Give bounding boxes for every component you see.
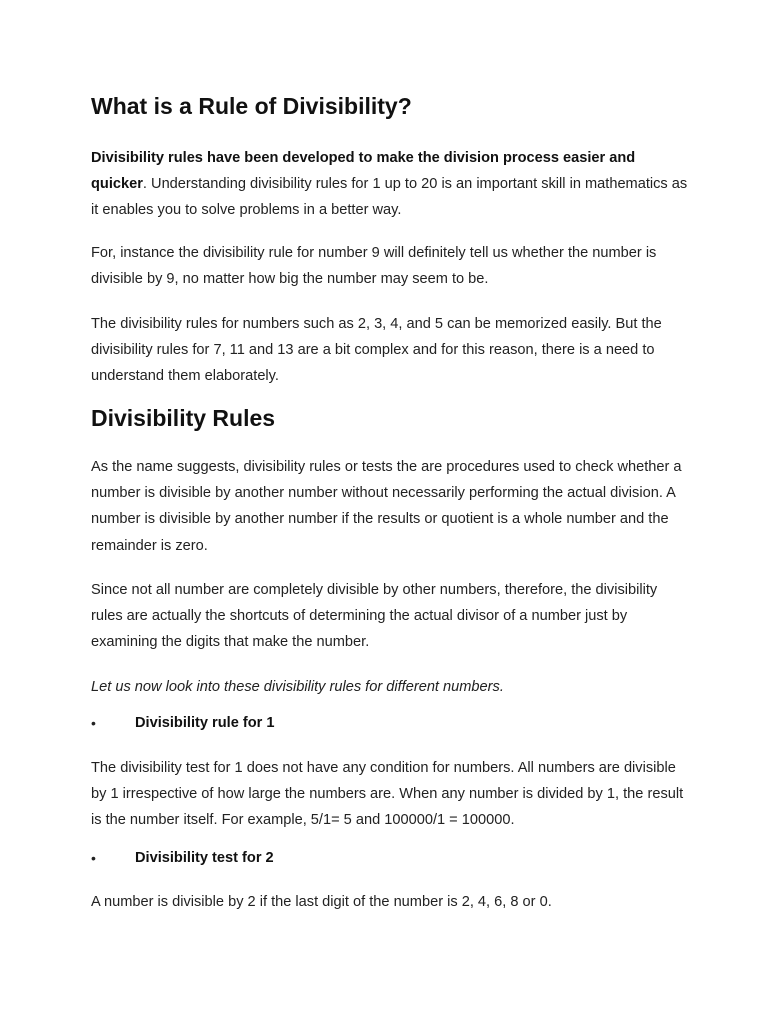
shortcut-paragraph: Since not all number are completely divisible by other numbers, therefore, the divisibility rules are actually the shortcuts of determining the actual divisor of a number just by examining the digits that make the number.: [91, 582, 658, 651]
bullet-icon: •: [91, 850, 96, 866]
section-title: Divisibility Rules: [91, 405, 276, 431]
instance-paragraph: For, instance the divisibility rule for number 9 will definitely tell us whether the number is divisible by 9, no matter how big the number may seem to be.: [91, 245, 657, 288]
intro-rules-italic: Let us now look into these divisibility rules for different numbers.: [91, 679, 504, 695]
bullet-icon: •: [91, 715, 96, 731]
rule-1-paragraph: The divisibility test for 1 does not have any condition for numbers. All numbers are divisible by 1 irrespective of how large the numbers are. When any number is divided by 1, the result is the number itself. For example, 5/1= 5 and 100000/1 = 100000.: [91, 760, 684, 829]
intro-text: . Understanding divisibility rules for 1 up to 20 is an important skill in mathematics as it enables you to solve problems in a better way.: [91, 176, 688, 219]
rule-2-paragraph: A number is divisible by 2 if the last digit of the number is 2, 4, 6, 8 or 0.: [91, 894, 552, 910]
rule-2-heading: Divisibility test for 2: [135, 850, 274, 866]
memorize-paragraph: The divisibility rules for numbers such as 2, 3, 4, and 5 can be memorized easily. But the divisibility rules for 7, 11 and 13 are a bit complex and for this reason, there is a need to understand them elaborately.: [91, 316, 662, 385]
rule-2-bullet: [91, 845, 691, 871]
rule-1-bullet: [91, 710, 691, 736]
intro-bold-text: Divisibility rules have been developed to make the division process easier and quicker: [91, 150, 636, 193]
rule-1-heading: Divisibility rule for 1: [135, 715, 275, 731]
definition-paragraph: As the name suggests, divisibility rules or tests the are procedures used to check whether a number is divisible by another number without necessarily performing the actual division. A number is divisible by another number if the results or quotient is a whole number and the remainder is zero.: [91, 459, 682, 554]
intro-paragraph: [91, 145, 691, 224]
page-title: What is a Rule of Divisibility?: [91, 93, 412, 119]
